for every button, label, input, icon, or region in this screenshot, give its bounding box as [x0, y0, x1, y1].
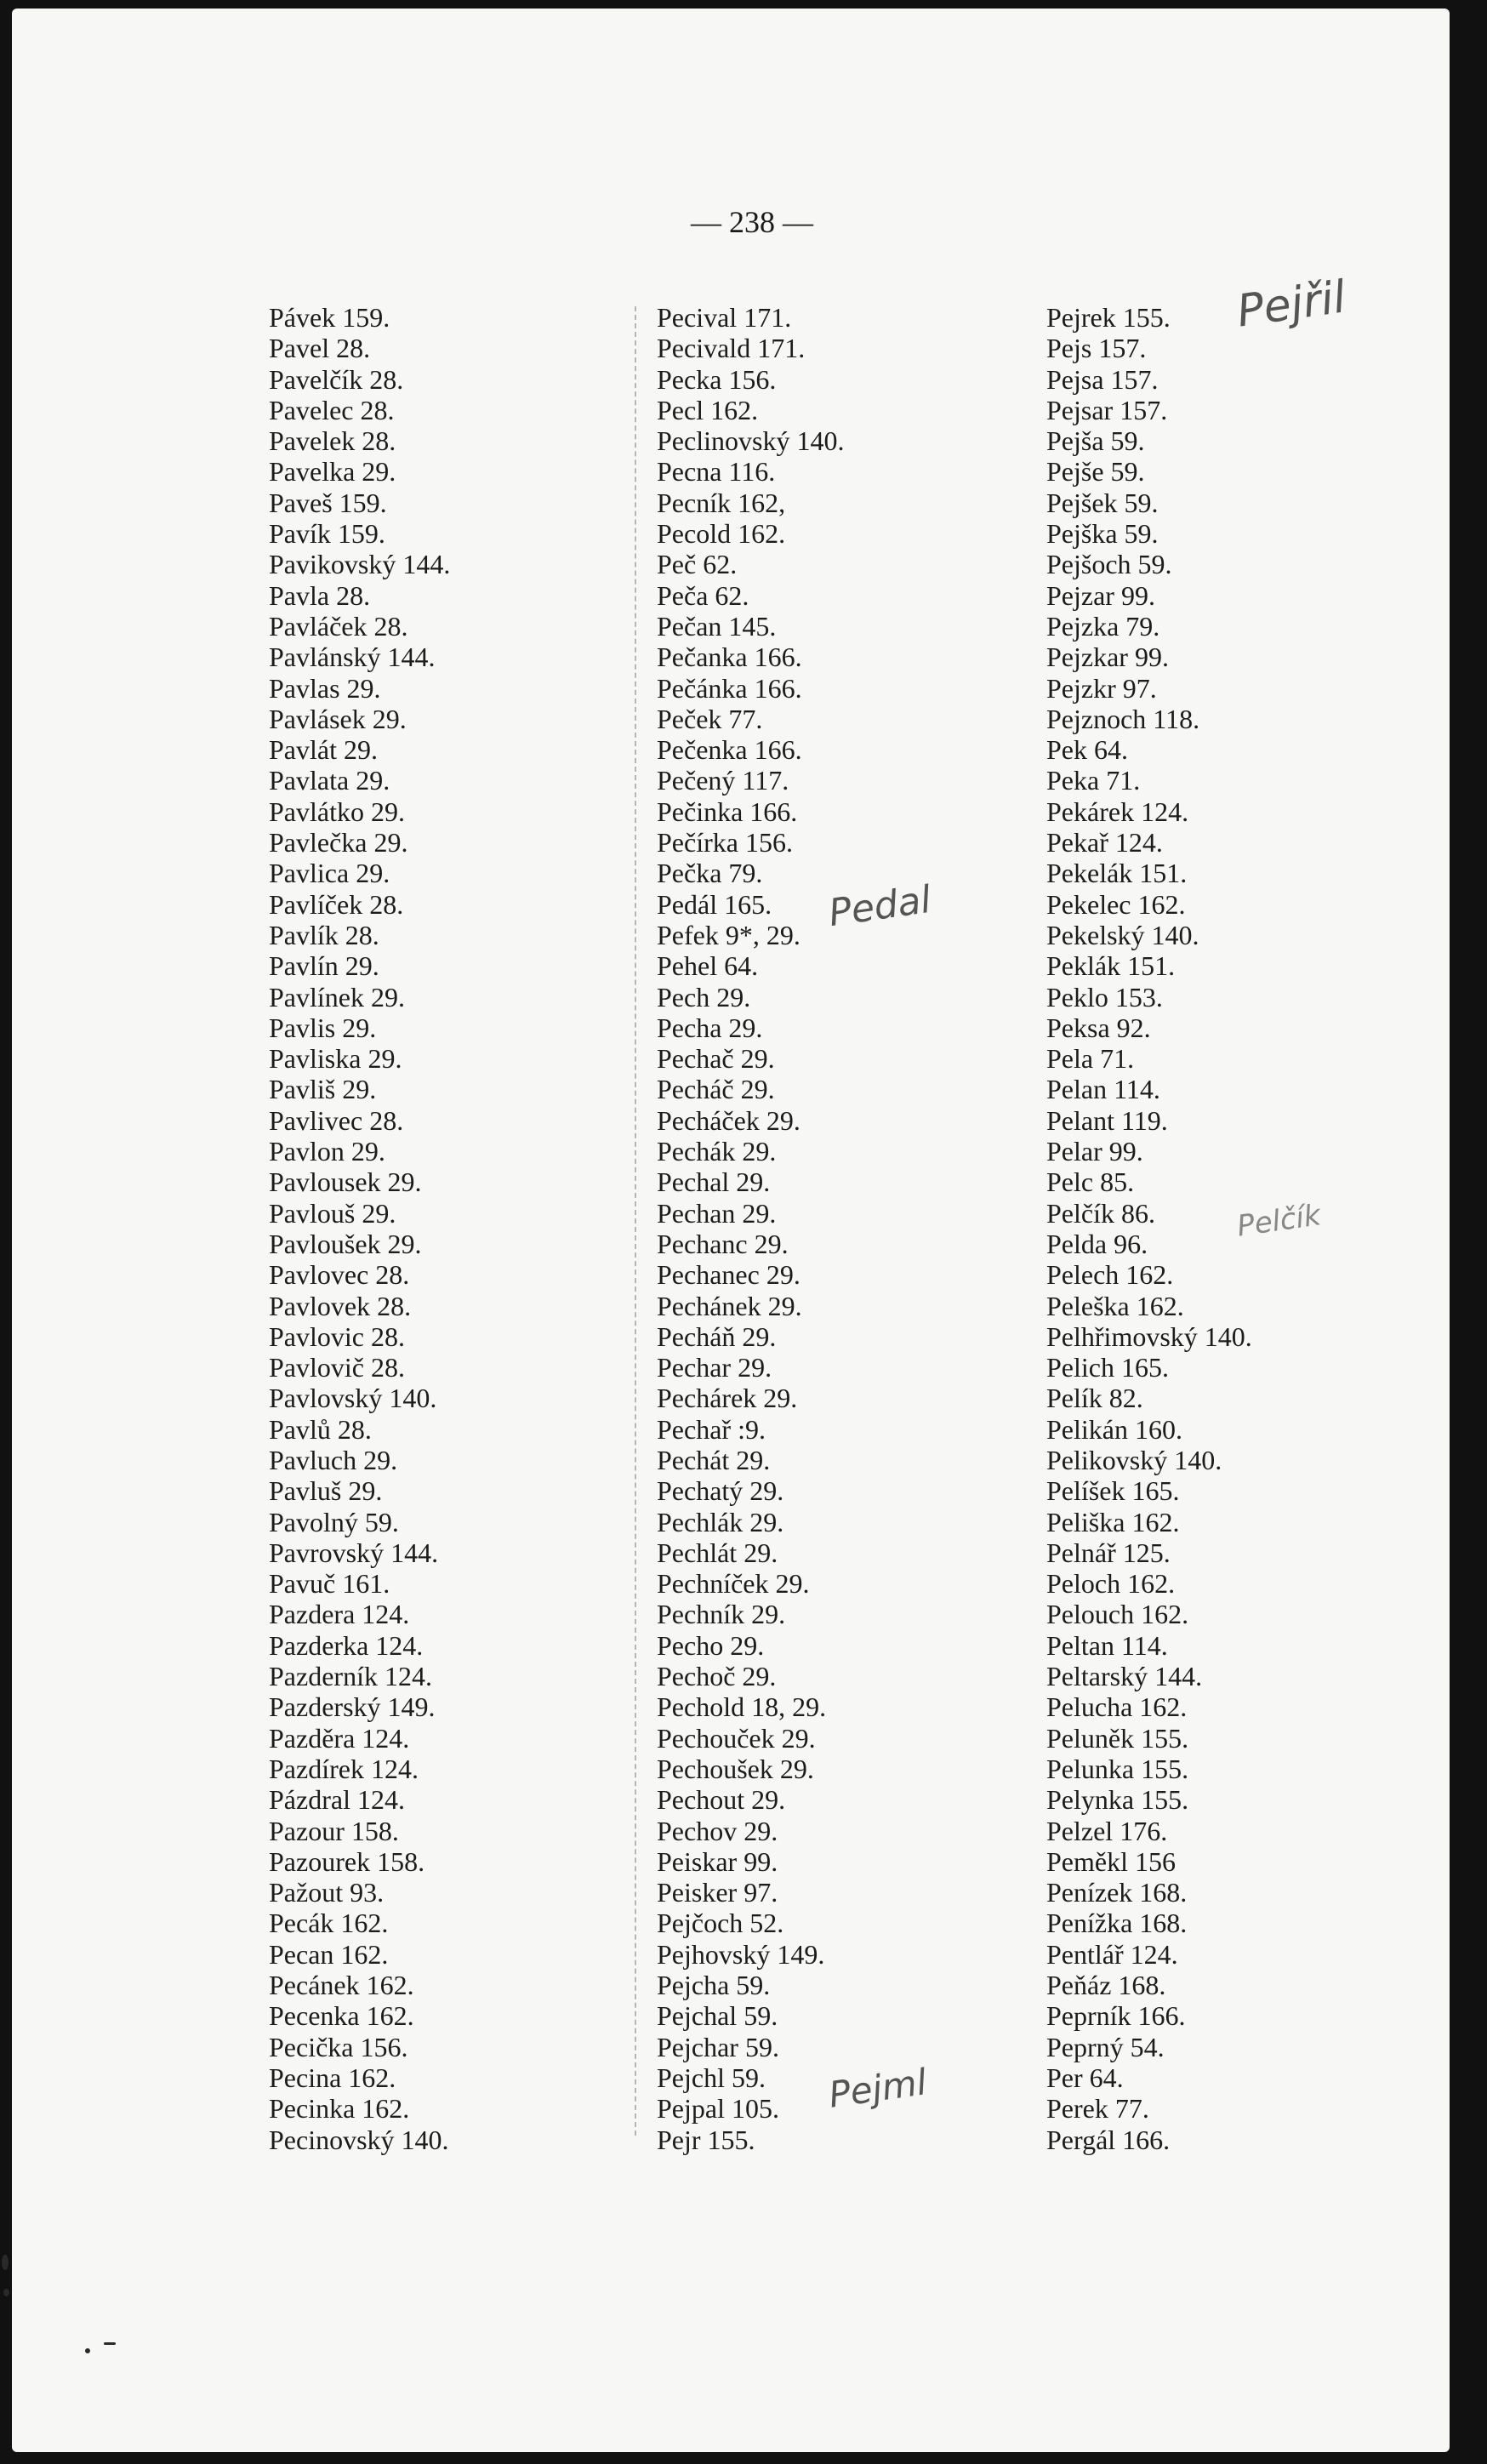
surname-entry: Pavlovec 28. [269, 1259, 410, 1291]
name-column-2 [657, 302, 844, 2155]
surname-entry: Pavlovský 140. [269, 1383, 437, 1414]
surname-entry: Pejšek 59. [1046, 487, 1159, 518]
surname-entry: Pekelec 162. [1046, 888, 1186, 920]
surname-entry: Pecho 29. [657, 1629, 765, 1661]
surname-entry: Pejzkr 97. [1046, 672, 1157, 704]
surname-entry: Pechák 29. [657, 1136, 777, 1167]
surname-entry: Pechanec 29. [657, 1259, 800, 1291]
surname-entry: Pavlík 28. [269, 919, 379, 950]
surname-entry: Pelant 119. [1046, 1104, 1168, 1136]
name-column-1 [269, 302, 450, 2155]
surname-entry: Pavliska 29. [269, 1043, 402, 1075]
surname-entry: Pecl 162. [657, 394, 759, 425]
surname-entry: Pečánka 166. [657, 672, 802, 704]
handwritten-note-pejml: Pejml [826, 2061, 930, 2116]
surname-entry: Peča 62. [657, 579, 749, 611]
surname-entry: Pejzar 99. [1046, 579, 1155, 611]
surname-entry: Peltarský 144. [1046, 1661, 1203, 1692]
surname-entry: Peloch 162. [1046, 1568, 1176, 1600]
surname-entry: Pavlis 29. [269, 1012, 377, 1043]
surname-entry: Pavelčík 28. [269, 363, 404, 395]
surname-entry: Pazdírek 124. [269, 1753, 419, 1784]
surname-entry: Pekelský 140. [1046, 919, 1199, 950]
surname-entry: Pentlář 124. [1046, 1938, 1178, 1970]
surname-entry: Pecha 29. [657, 1012, 763, 1043]
surname-entry: Pazour 158. [269, 1815, 399, 1846]
surname-entry: Peleška 162. [1046, 1290, 1184, 1321]
scan-speck [104, 2342, 116, 2345]
surname-entry: Pedál 165. [657, 888, 772, 920]
surname-entry: Pecenka 162. [269, 2000, 414, 2032]
surname-entry: Pecička 156. [269, 2031, 408, 2062]
surname-entry: Pefek 9*, 29. [657, 919, 800, 950]
surname-entry: Pelikovský 140. [1046, 1444, 1222, 1475]
surname-entry: Pavík 159. [269, 518, 385, 550]
surname-entry: Pechánek 29. [657, 1290, 802, 1321]
surname-entry: Pergál 166. [1046, 2124, 1171, 2155]
surname-entry: Pecinovský 140. [269, 2124, 449, 2155]
surname-entry: Pavlánský 144. [269, 642, 436, 673]
surname-entry: Pecka 156. [657, 363, 777, 395]
surname-entry: Pecháč 29. [657, 1074, 775, 1105]
surname-entry: Pejcha 59. [657, 1970, 771, 2001]
surname-entry: Pechar 29. [657, 1352, 772, 1383]
handwritten-note-pedal: Pedal [826, 877, 934, 936]
surname-entry: Peiskar 99. [657, 1845, 778, 1877]
surname-entry: Pejznoch 118. [1046, 703, 1200, 734]
surname-entry: Pejsa 157. [1046, 363, 1159, 395]
surname-entry: Pavluch 29. [269, 1444, 398, 1475]
surname-entry: Peklák 151. [1046, 950, 1176, 982]
surname-entry: Pavlásek 29. [269, 703, 407, 734]
surname-entry: Pechlák 29. [657, 1506, 784, 1537]
surname-entry: Pecivald 171. [657, 333, 806, 364]
surname-entry: Pelech 162. [1046, 1259, 1174, 1291]
surname-entry: Pavla 28. [269, 579, 371, 611]
surname-entry: Pecháček 29. [657, 1104, 800, 1136]
surname-entry: Pečinka 166. [657, 796, 798, 827]
surname-entry: Pavolný 59. [269, 1506, 399, 1537]
surname-entry: Pelda 96. [1046, 1228, 1148, 1259]
surname-entry: Pavlečka 29. [269, 827, 408, 858]
handwritten-note-pejril: Pejřil [1233, 271, 1349, 338]
surname-entry: Pelikán 160. [1046, 1413, 1182, 1445]
surname-entry: Pavlousek 29. [269, 1166, 422, 1198]
surname-entry: Pelich 165. [1046, 1352, 1169, 1383]
surname-entry: Pejchar 59. [657, 2031, 779, 2062]
surname-entry: Pelíšek 165. [1046, 1475, 1180, 1507]
surname-entry: Per 64. [1046, 2062, 1124, 2093]
surname-entry: Peltan 114. [1046, 1629, 1168, 1661]
scan-speck [3, 2289, 9, 2296]
surname-entry: Peč 62. [657, 549, 738, 580]
surname-entry: Pecna 116. [657, 456, 776, 488]
surname-entry: Pejšoch 59. [1046, 549, 1172, 580]
surname-entry: Pavelek 28. [269, 425, 396, 457]
surname-entry: Pechov 29. [657, 1815, 778, 1846]
surname-entry: Pechold 18, 29. [657, 1691, 827, 1723]
scan-speck [85, 2348, 90, 2353]
surname-entry: Pejša 59. [1046, 425, 1145, 457]
surname-entry: Pecák 162. [269, 1908, 389, 1939]
surname-entry: Pejrek 155. [1046, 302, 1171, 333]
surname-entry: Pavikovský 144. [269, 549, 451, 580]
surname-entry: Pecold 162. [657, 518, 786, 550]
surname-entry: Paveš 159. [269, 487, 387, 518]
surname-entry: Pejška 59. [1046, 518, 1159, 550]
surname-entry: Peksa 92. [1046, 1012, 1151, 1043]
surname-entry: Pela 71. [1046, 1043, 1135, 1075]
surname-entry: Pečírka 156. [657, 827, 793, 858]
surname-entry: Pelar 99. [1046, 1136, 1143, 1167]
surname-entry: Pazdera 124. [269, 1599, 410, 1630]
surname-entry: Pelík 82. [1046, 1383, 1143, 1414]
surname-entry: Pazderský 149. [269, 1691, 436, 1723]
surname-entry: Peměkl 156 [1046, 1845, 1176, 1877]
surname-entry: Pejše 59. [1046, 456, 1145, 488]
surname-entry: Pechal 29. [657, 1166, 771, 1198]
surname-entry: Pejzka 79. [1046, 610, 1160, 642]
surname-entry: Pavlas 29. [269, 672, 381, 704]
surname-entry: Pechárek 29. [657, 1383, 798, 1414]
surname-entry: Pechan 29. [657, 1197, 777, 1229]
surname-entry: Pavel 28. [269, 333, 371, 364]
surname-entry: Pečenka 166. [657, 734, 802, 766]
surname-entry: Pavluš 29. [269, 1475, 383, 1507]
surname-entry: Pavlín 29. [269, 950, 379, 982]
surname-entry: Pavrovský 144. [269, 1537, 439, 1568]
surname-entry: Pavlovek 28. [269, 1290, 412, 1321]
surname-entry: Pejchl 59. [657, 2062, 766, 2093]
surname-entry: Pazděra 124. [269, 1722, 410, 1754]
surname-entry: Penízek 168. [1046, 1877, 1188, 1908]
surname-entry: Pechoč 29. [657, 1661, 777, 1692]
surname-entry: Pečka 79. [657, 858, 763, 889]
surname-entry: Peclinovský 140. [657, 425, 845, 457]
document-page [12, 9, 1450, 2452]
surname-entry: Pávek 159. [269, 302, 390, 333]
surname-entry: Pavuč 161. [269, 1568, 390, 1600]
surname-entry: Pelnář 125. [1046, 1537, 1171, 1568]
surname-entry: Pavliš 29. [269, 1074, 377, 1105]
surname-entry: Pavelka 29. [269, 456, 396, 488]
surname-entry: Peluněk 155. [1046, 1722, 1189, 1754]
surname-entry: Pechníček 29. [657, 1568, 810, 1600]
surname-entry: Pech 29. [657, 981, 751, 1012]
surname-entry: Pavelec 28. [269, 394, 395, 425]
surname-entry: Peliška 162. [1046, 1506, 1180, 1537]
surname-entry: Pazderník 124. [269, 1661, 432, 1692]
surname-entry: Pecinka 162. [269, 2093, 410, 2125]
surname-entry: Pečený 117. [657, 765, 789, 796]
surname-entry: Pejsar 157. [1046, 394, 1168, 425]
surname-entry: Pejchal 59. [657, 2000, 778, 2032]
surname-entry: Peňáz 168. [1046, 1970, 1166, 2001]
surname-entry: Pázdral 124. [269, 1784, 405, 1816]
surname-entry: Pecánek 162. [269, 1970, 414, 2001]
surname-entry: Pechatý 29. [657, 1475, 784, 1507]
surname-entry: Pavlica 29. [269, 858, 390, 889]
surname-entry: Pavlon 29. [269, 1136, 385, 1167]
surname-entry: Pelunka 155. [1046, 1753, 1189, 1784]
surname-entry: Pekelák 151. [1046, 858, 1188, 889]
surname-entry: Pavlátko 29. [269, 796, 405, 827]
surname-entry: Pečanka 166. [657, 642, 802, 673]
surname-entry: Peprník 166. [1046, 2000, 1186, 2032]
surname-entry: Pelan 114. [1046, 1074, 1160, 1105]
surname-entry: Pavlíček 28. [269, 888, 404, 920]
surname-entry: Pechát 29. [657, 1444, 771, 1475]
surname-entry: Pechač 29. [657, 1043, 775, 1075]
surname-entry: Pavlínek 29. [269, 981, 405, 1012]
surname-entry: Pecina 162. [269, 2062, 396, 2093]
surname-entry: Peisker 97. [657, 1877, 778, 1908]
column-separator [635, 306, 638, 2136]
surname-entry: Pelc 85. [1046, 1166, 1135, 1198]
surname-entry: Pecháň 29. [657, 1320, 777, 1352]
surname-entry: Pelčík 86. [1046, 1197, 1155, 1229]
surname-entry: Pelhřimovský 140. [1046, 1320, 1252, 1352]
surname-entry: Pavláček 28. [269, 610, 408, 642]
surname-entry: Pazourek 158. [269, 1845, 425, 1877]
surname-entry: Pecival 171. [657, 302, 792, 333]
surname-entry: Pavlů 28. [269, 1413, 372, 1445]
surname-entry: Pavlovic 28. [269, 1320, 405, 1352]
surname-entry: Pavlát 29. [269, 734, 378, 766]
surname-entry: Pehel 64. [657, 950, 759, 982]
surname-entry: Peprný 54. [1046, 2031, 1165, 2062]
surname-entry: Pelzel 176. [1046, 1815, 1168, 1846]
surname-entry: Pelouch 162. [1046, 1599, 1189, 1630]
surname-entry: Pelynka 155. [1046, 1784, 1189, 1816]
surname-entry: Pejčoch 52. [657, 1908, 784, 1939]
surname-entry: Pavlovič 28. [269, 1352, 405, 1383]
surname-entry: Pechoušek 29. [657, 1753, 814, 1784]
surname-entry: Pejs 157. [1046, 333, 1147, 364]
surname-entry: Pechník 29. [657, 1599, 786, 1630]
surname-entry: Pelucha 162. [1046, 1691, 1188, 1723]
surname-entry: Peka 71. [1046, 765, 1141, 796]
surname-entry: Perek 77. [1046, 2093, 1149, 2125]
name-column-3 [1046, 302, 1252, 2155]
surname-entry: Pejr 155. [657, 2124, 755, 2155]
surname-entry: Pavlata 29. [269, 765, 390, 796]
surname-entry: Pechař :9. [657, 1413, 766, 1445]
surname-entry: Pečan 145. [657, 610, 777, 642]
surname-entry: Pavloušek 29. [269, 1228, 422, 1259]
surname-entry: Peček 77. [657, 703, 763, 734]
surname-entry: Pavlivec 28. [269, 1104, 404, 1136]
surname-entry: Pažout 93. [269, 1877, 385, 1908]
scan-speck [2, 2255, 9, 2270]
surname-entry: Pazderka 124. [269, 1629, 424, 1661]
surname-entry: Pechlát 29. [657, 1537, 778, 1568]
page-number: — 238 — [691, 205, 813, 239]
surname-entry: Pechouček 29. [657, 1722, 816, 1754]
surname-entry: Pecník 162, [657, 487, 786, 518]
surname-entry: Pejhovský 149. [657, 1938, 825, 1970]
surname-entry: Pejzkar 99. [1046, 642, 1169, 673]
surname-entry: Pek 64. [1046, 734, 1128, 766]
surname-entry: Pekárek 124. [1046, 796, 1189, 827]
surname-entry: Pavlouš 29. [269, 1197, 396, 1229]
handwritten-note-pelcik: Pelčík [1234, 1198, 1324, 1244]
surname-entry: Pechanc 29. [657, 1228, 789, 1259]
surname-entry: Peklo 153. [1046, 981, 1163, 1012]
surname-entry: Penížka 168. [1046, 1908, 1188, 1939]
surname-entry: Pechout 29. [657, 1784, 786, 1816]
surname-entry: Pekař 124. [1046, 827, 1163, 858]
surname-entry: Pecan 162. [269, 1938, 389, 1970]
surname-entry: Pejpal 105. [657, 2093, 779, 2125]
